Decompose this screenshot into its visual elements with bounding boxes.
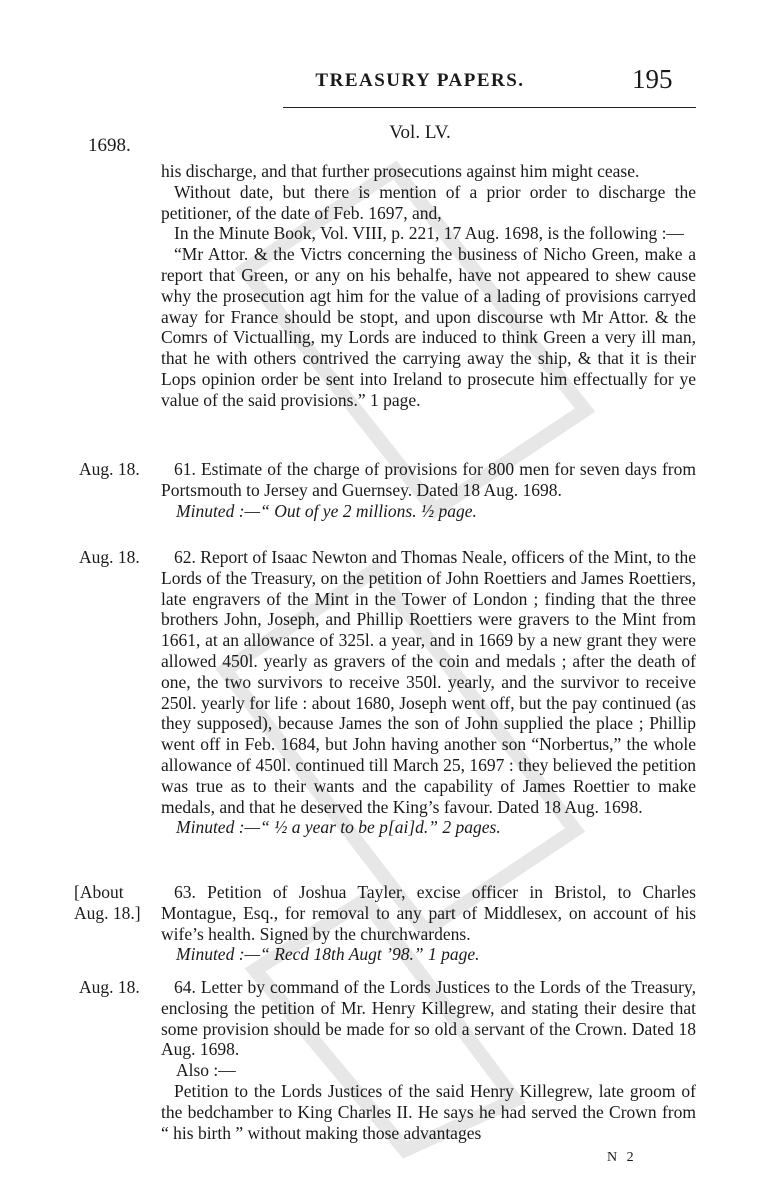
entry-63 (161, 882, 696, 965)
paragraph: his discharge, and that further prosecutions against him might cease. (161, 161, 640, 181)
entry-continuation (161, 161, 696, 411)
paragraph: Without date, but there is mention of a prior order to discharge the petitioner, of the date of Feb. 1697, and, (161, 181, 696, 223)
entry-date-line: [About (74, 882, 124, 902)
entry-text: 61. Estimate of the charge of provisions for 800 men for seven days from Portsmouth to Jersey and Guernsey. Dated 18 Aug. 1698. (161, 459, 696, 500)
entry-text: 62. Report of Isaac Newton and Thomas Neale, officers of the Mint, to the Lords of the Treasury, on the petition of John Roettiers and James Roettiers, late engravers of the Mint in the Tower of London ; finding that the three brothers John, Joseph, and Phillip Roettiers were gravers to the Mint from 1661, at an allowance of 325l. a year, and in 1669 by a new grant they were allowed 450l. yearly as gravers of the coin and medals ; after the death of one, the two survivors to receive 350l. yearly, and the survivor to receive 250l. yearly for life : about 1680, Joseph went off, but the pay continued (as they supposed), because James the son of John supplied the place ; Phillip went off in Feb. 1684, but John having another son “Norbertus,” the whole allowance of 450l. continued till March 25, 1697 : they believed the petition was true as to their wants and the capability of James Roettier to make medals, and that he deserved the King’s favour. Dated 18 Aug. 1698. (161, 547, 696, 817)
minuted-note: Minuted :—“ Out of ye 2 millions. ½ page. (176, 500, 477, 521)
entry-date-line: Aug. 18.] (74, 903, 141, 923)
entry-61 (161, 459, 696, 521)
entry-date (74, 882, 141, 924)
minuted-note: Minuted :—“ ½ a year to be p[ai]d.” 2 pages. (176, 817, 501, 838)
entry-date: Aug. 18. (79, 459, 140, 479)
quoted-minute: “Mr Attor. & the Victrs concerning the business of Nicho Green, make a report that Green, or any on his behalfe, have not appeared to shew cause why the prosecution agt him for the value of a lading of provisions carryed away for France should be stopt, and upon discourse wth Mr Attor. & the Comrs of Victualling, my Lords are induced to think Green a very ill man, that he with others contrived the carrying away the ship, & that it is their Lops opinion order be sent into Ireland to prosecute him effectually for ye value of the said provisions.” 1 page. (161, 244, 696, 410)
volume-heading: Vol. LV. (389, 122, 451, 143)
entry-text: 64. Letter by command of the Lords Justices to the Lords of the Treasury, enclosing the petition of Mr. Henry Killegrew, and stating their desire that some provision should be made for so old a servant of the Crown. Dated 18 Aug. 1698. (161, 977, 696, 1060)
entry-date: Aug. 18. (79, 547, 140, 567)
entry-continuation-text: Petition to the Lords Justices of the said Henry Killegrew, late groom of the bedchamber to King Charles II. He says he had served the Crown from “ his birth ” without making those advantages (161, 1080, 696, 1143)
header-rule (283, 107, 696, 108)
page-number: 195 (632, 64, 673, 94)
minuted-note: Minuted :—“ Recd 18th Augt ’98.” 1 page. (176, 944, 480, 965)
paragraph: In the Minute Book, Vol. VIII, p. 221, 17 Aug. 1698, is the following :— (174, 223, 684, 244)
entry-64 (161, 977, 696, 1143)
entry-text: 63. Petition of Joshua Tayler, excise officer in Bristol, to Charles Montague, Esq., for removal to any part of Middlesex, on account of his wife’s health. Signed by the churchwardens. (161, 882, 696, 944)
entry-date: Aug. 18. (79, 977, 140, 997)
entry-62 (161, 547, 696, 838)
running-header-title: TREASURY PAPERS. (315, 70, 525, 91)
also-label: Also :— (176, 1060, 236, 1081)
margin-year: 1698. (88, 135, 131, 156)
signature-mark: N 2 (607, 1150, 637, 1165)
